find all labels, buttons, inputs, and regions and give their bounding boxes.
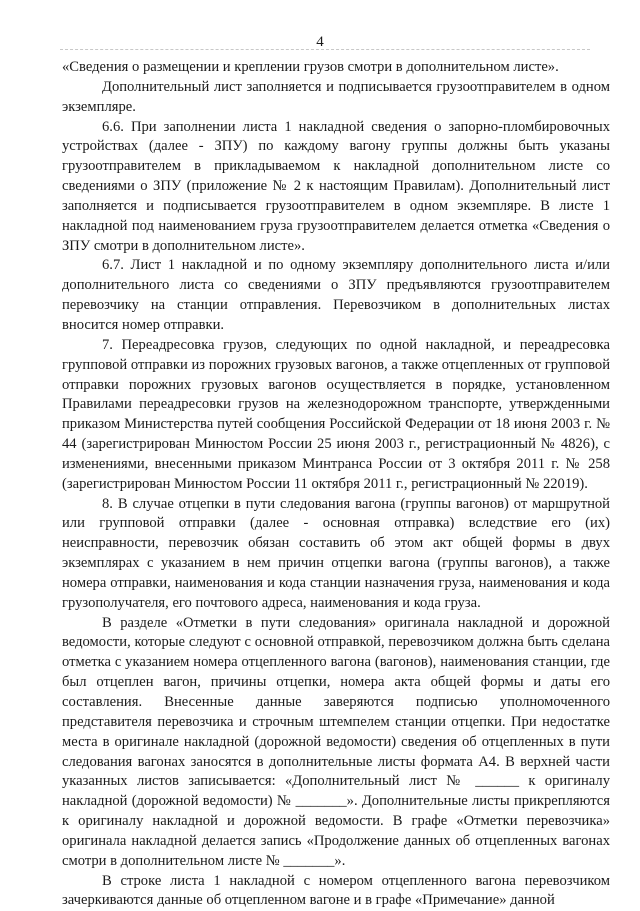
paragraph: «Сведения о размещении и креплении грузов смотри в дополнительном листе». (62, 59, 559, 75)
paragraph: 8. В случае отцепки в пути следования вагона (группы вагонов) от маршрутной или групповой отправки (далее - основная отправка) вследствие его (их) неисправности, перевозчик обязан составить об этом акт общей формы в двух экземплярах с указанием в нем причин отцепки вагона (группы вагонов), а также номера отправки, наименования и кода станции назначения груза, наименования и кода грузополучателя, его почтового адреса, наименования и кода груза. (62, 495, 610, 611)
paragraph: Дополнительный лист заполняется и подписывается грузоотправителем в одном экземпляре. (62, 78, 610, 115)
scan-edge-line (60, 49, 590, 50)
paragraph: 6.6. При заполнении листа 1 накладной сведения о запорно-пломбировочных устройствах (далее - ЗПУ) по каждому вагону группы должны быть указаны грузоотправителем в прикладываемом к накладной дополнительном листе со сведениями о ЗПУ (приложение № 2 к настоящим Правилам). Дополнительный лист заполняется и подписывается грузоотправителем в одном экземпляре. В листе 1 накладной под наименованием груза грузоотправителем делается отметка «Сведения о ЗПУ смотри в дополнительном листе». (62, 118, 610, 254)
paragraph: 7. Переадресовка грузов, следующих по одной накладной, и переадресовка групповой отправки из порожних грузовых вагонов, а также отцепленных от групповой отправки порожних грузовых вагонов осуществляется в порядке, установленном Правилами переадресовки грузов на железнодорожном транспорте, утвержденными приказом Министерства путей сообщения Российской Федерации от 18 июня 2003 г. № 44 (зарегистрирован Минюстом России 25 июня 2003 г., регистрационный № 4826), с изменениями, внесенными приказом Минтранса России от 3 октября 2011 г. № 258 (зарегистрирован Минюстом России 11 октября 2011 г., регистрационный № 22019). (62, 336, 610, 492)
page-number: 4 (316, 34, 324, 50)
paragraph: В разделе «Отметки в пути следования» оригинала накладной и дорожной ведомости, которые следуют с основной отправкой, перевозчиком должна быть сделана отметка с указанием номера отцепленного вагона (вагонов), наименования станции, где был отцеплен вагон, причины отцепки, номера акта общей формы и даты его составления. Внесенные данные заверяются подписью уполномоченного представителя перевозчика и строчным штемпелем станции отцепки. При недостатке места в оригинале накладной (дорожной ведомости) сведения об отцепленных в пути следования вагонах заносятся в дополнительные листы формата А4. В верхней части указанных листов записывается: «Дополнительный лист № ______ к оригиналу накладной (дорожной ведомости) № _______». Дополнительные листы прикрепляются к оригиналу накладной и дорожной ведомости. В графе «Отметки перевозчика» оригинала накладной делается запись «Продолжение данных об отцепленных вагонах смотри в дополнительном листе № _______». (62, 614, 610, 869)
document-body (62, 58, 610, 911)
paragraph: В строке листа 1 накладной с номером отцепленного вагона перевозчиком зачеркиваются данные об отцепленном вагоне и в графе «Примечание» данной (62, 872, 610, 909)
paragraph: 6.7. Лист 1 накладной и по одному экземпляру дополнительного листа и/или дополнительного листа со сведениями о ЗПУ предъявляются грузоотправителем перевозчику на станции отправления. Перевозчиком в дополнительных листах вносится номер отправки. (62, 257, 610, 333)
